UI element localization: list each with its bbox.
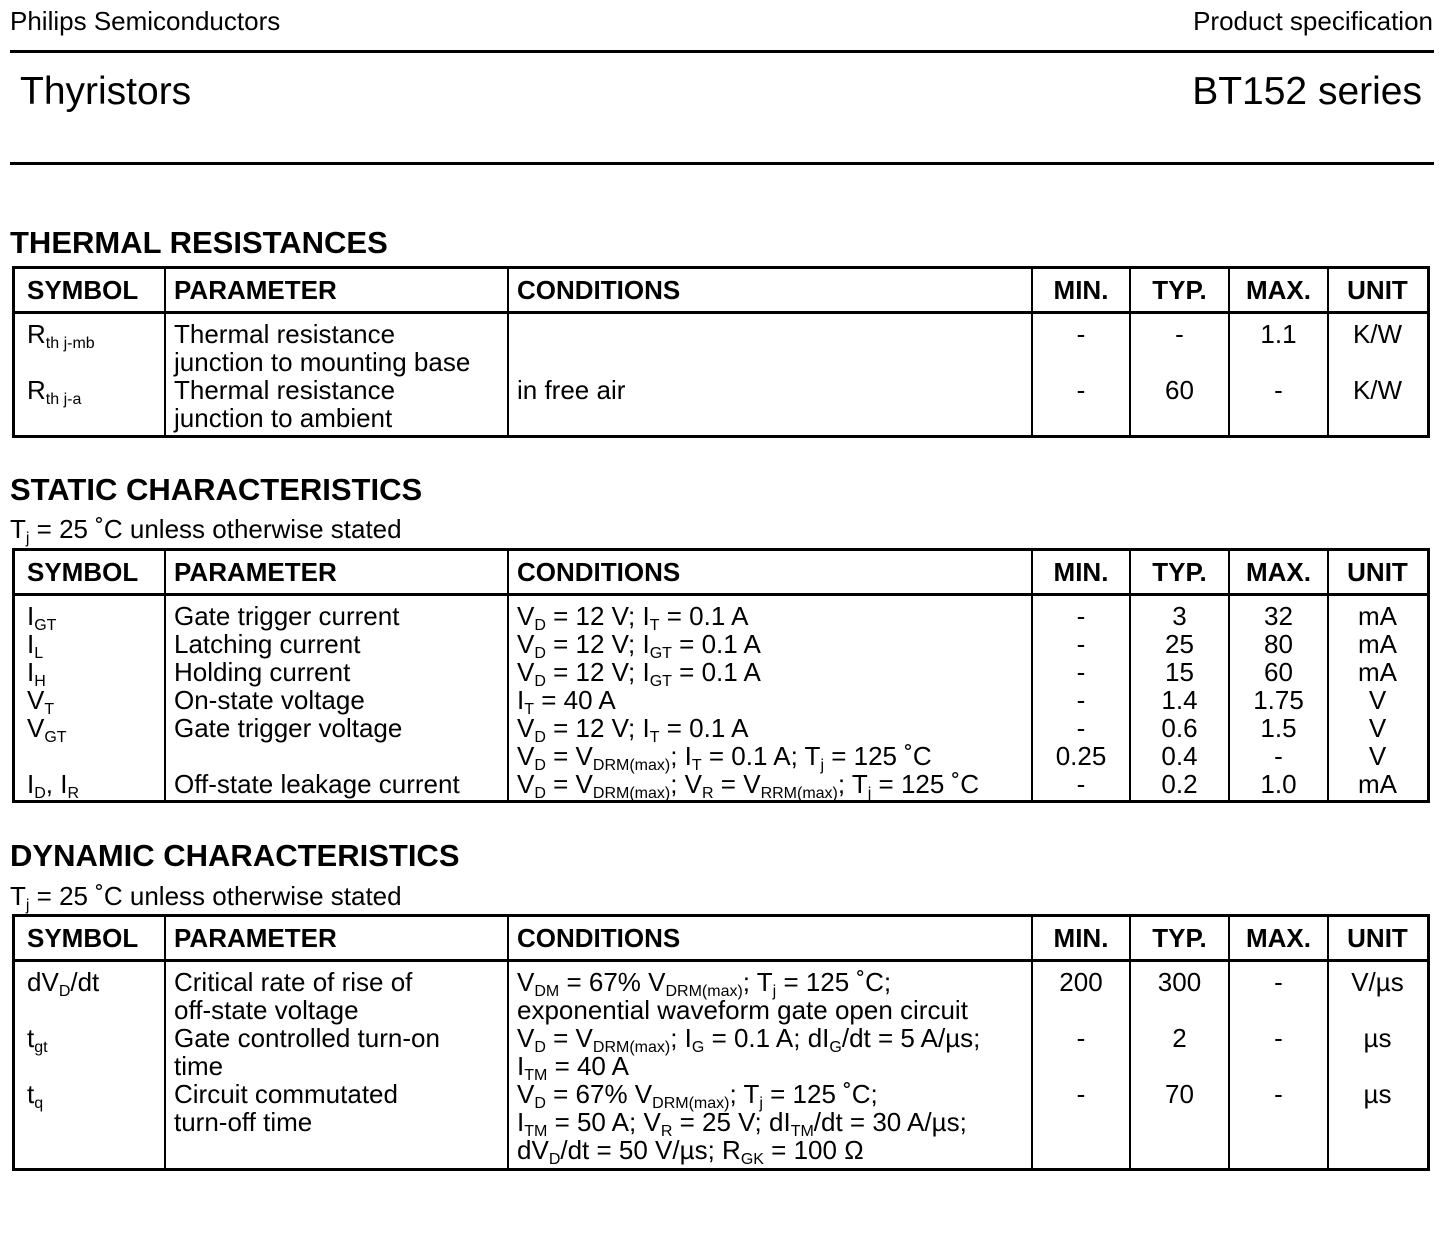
column-header-max: MAX. bbox=[1246, 275, 1311, 305]
parameter-cell: Thermal resistance bbox=[174, 319, 396, 349]
product-family-title: Thyristors bbox=[20, 70, 192, 113]
max-cell: 1.0 bbox=[1260, 769, 1297, 799]
parameter-cell: time bbox=[174, 1051, 224, 1081]
static-table bbox=[12, 548, 1430, 803]
unit-cell: V bbox=[1368, 685, 1387, 715]
column-header-typ: TYP. bbox=[1152, 923, 1207, 953]
column-header-max: MAX. bbox=[1246, 923, 1311, 953]
unit-cell: V bbox=[1368, 713, 1387, 743]
static-conditions-note: $T_j = 25$ ˚C unless otherwise stated bbox=[10, 514, 402, 547]
unit-cell: µs bbox=[1363, 1023, 1392, 1053]
thermal-table bbox=[12, 266, 1430, 438]
conditions-cell: $V_D = 12$ V; $I_T = 0.1$ A bbox=[517, 713, 749, 746]
column-header-parameter: PARAMETER bbox=[174, 275, 337, 305]
conditions-cell: $V_D = 12$ V; $I_{GT} = 0.1$ A bbox=[517, 657, 761, 690]
typ-cell: 15 bbox=[1165, 657, 1194, 687]
typ-cell: 0.6 bbox=[1161, 713, 1198, 743]
min-cell: - bbox=[1076, 657, 1086, 687]
parameter-cell: Gate trigger voltage bbox=[174, 713, 403, 743]
symbol-cell: $I_H$ bbox=[27, 657, 46, 690]
column-header-min: MIN. bbox=[1053, 557, 1109, 587]
min-cell: - bbox=[1076, 629, 1086, 659]
parameter-cell: off-state voltage bbox=[174, 995, 359, 1025]
min-cell: - bbox=[1076, 685, 1086, 715]
unit-cell: mA bbox=[1358, 601, 1397, 631]
parameter-cell: Gate trigger current bbox=[174, 601, 400, 631]
company-name: Philips Semiconductors bbox=[10, 6, 281, 36]
max-cell: - bbox=[1274, 967, 1283, 997]
parameter-cell: Holding current bbox=[174, 657, 351, 687]
static-section-title: STATIC CHARACTERISTICS bbox=[10, 472, 423, 507]
parameter-cell: Off-state leakage current bbox=[174, 769, 460, 799]
max-cell: 80 bbox=[1264, 629, 1293, 659]
max-cell: 1.1 bbox=[1260, 319, 1297, 349]
dynamic-conditions-note: $T_j = 25$ ˚C unless otherwise stated bbox=[10, 881, 402, 914]
parameter-cell: turn-off time bbox=[174, 1107, 313, 1137]
typ-cell: 0.2 bbox=[1161, 769, 1198, 799]
parameter-cell: Circuit commutated bbox=[174, 1079, 398, 1109]
conditions-cell: in free air bbox=[517, 375, 626, 405]
typ-cell: - bbox=[1175, 319, 1184, 349]
conditions-cell: $V_D = 12$ V; $I_T = 0.1$ A bbox=[517, 601, 749, 634]
column-header-conditions: CONDITIONS bbox=[517, 275, 681, 305]
symbol-cell: $t_{gt}$ bbox=[27, 1023, 48, 1056]
header-rule-top bbox=[10, 50, 1434, 53]
symbol-cell: $I_D$, $I_R$ bbox=[27, 769, 80, 802]
min-cell: - bbox=[1076, 713, 1086, 743]
column-header-parameter: PARAMETER bbox=[174, 557, 337, 587]
document-type: Product specification bbox=[1193, 6, 1433, 36]
min-cell: - bbox=[1076, 1079, 1086, 1109]
conditions-cell: $V_{DM} = 67\%$ $V_{DRM(max)}$; $T_j = 125$ ˚C; bbox=[517, 967, 892, 1000]
max-cell: - bbox=[1274, 1023, 1283, 1053]
conditions-cell: $I_{TM} = 40$ A bbox=[517, 1051, 630, 1084]
typ-cell: 70 bbox=[1165, 1079, 1194, 1109]
column-header-unit: UNIT bbox=[1347, 923, 1408, 953]
dynamic-table bbox=[12, 914, 1430, 1171]
column-header-parameter: PARAMETER bbox=[174, 923, 337, 953]
symbol-cell: $V_T$ bbox=[27, 685, 55, 718]
symbol-cell: $dV_D/dt$ bbox=[27, 967, 100, 1000]
min-cell: - bbox=[1076, 319, 1086, 349]
typ-cell: 300 bbox=[1157, 967, 1202, 997]
max-cell: 1.5 bbox=[1260, 713, 1297, 743]
symbol-cell: $I_{GT}$ bbox=[27, 601, 57, 634]
parameter-cell: junction to ambient bbox=[174, 403, 393, 433]
conditions-cell: $V_D = V_{DRM(max)}$; $V_R = V_{RRM(max)}$; $T_j = 125$ ˚C bbox=[517, 769, 979, 802]
parameter-cell: Critical rate of rise of bbox=[174, 967, 413, 997]
symbol-cell: $V_{GT}$ bbox=[27, 713, 67, 746]
column-header-conditions: CONDITIONS bbox=[517, 557, 681, 587]
conditions-cell: $V_D = 12$ V; $I_{GT} = 0.1$ A bbox=[517, 629, 761, 662]
min-cell: 200 bbox=[1059, 967, 1103, 997]
column-header-symbol: SYMBOL bbox=[27, 557, 139, 587]
conditions-cell: $dV_D/dt = 50$ V/µs; $R_{GK} = 100$ Ω bbox=[517, 1135, 864, 1168]
column-header-unit: UNIT bbox=[1347, 275, 1408, 305]
conditions-cell: $V_D = V_{DRM(max)}$; $I_T = 0.1$ A; $T_j = 125$ ˚C bbox=[517, 741, 932, 774]
parameter-cell: Latching current bbox=[174, 629, 361, 659]
conditions-cell: $I_{TM} = 50$ A; $V_R = 25$ V; $dI_{TM}/dt = 30$ A/µs; bbox=[517, 1107, 967, 1140]
conditions-cell: $V_D = 67\%$ $V_{DRM(max)}$; $T_j = 125$ ˚C; bbox=[517, 1079, 878, 1112]
parameter-cell: junction to mounting base bbox=[174, 347, 471, 377]
max-cell: 60 bbox=[1264, 657, 1293, 687]
product-series-title: BT152 series bbox=[1192, 70, 1422, 113]
conditions-cell: $I_T = 40$ A bbox=[517, 685, 616, 718]
unit-cell: mA bbox=[1358, 629, 1397, 659]
min-cell: - bbox=[1076, 601, 1086, 631]
column-header-unit: UNIT bbox=[1347, 557, 1408, 587]
column-header-symbol: SYMBOL bbox=[27, 275, 139, 305]
column-header-max: MAX. bbox=[1246, 557, 1311, 587]
typ-cell: 3 bbox=[1172, 601, 1187, 631]
symbol-cell: $t_q$ bbox=[27, 1079, 44, 1112]
dynamic-section-title: DYNAMIC CHARACTERISTICS bbox=[10, 838, 460, 873]
min-cell: - bbox=[1076, 1023, 1086, 1053]
column-header-min: MIN. bbox=[1053, 275, 1109, 305]
typ-cell: 0.4 bbox=[1161, 741, 1198, 771]
column-header-typ: TYP. bbox=[1152, 275, 1207, 305]
typ-cell: 25 bbox=[1165, 629, 1194, 659]
column-header-min: MIN. bbox=[1053, 923, 1109, 953]
unit-cell: mA bbox=[1358, 769, 1397, 799]
max-cell: 1.75 bbox=[1253, 685, 1304, 715]
thermal-section-title: THERMAL RESISTANCES bbox=[10, 225, 388, 260]
typ-cell: 2 bbox=[1172, 1023, 1187, 1053]
min-cell: 0.25 bbox=[1055, 741, 1107, 771]
unit-cell: µs bbox=[1363, 1079, 1392, 1109]
max-cell: - bbox=[1274, 1079, 1283, 1109]
parameter-cell: Thermal resistance bbox=[174, 375, 396, 405]
column-header-typ: TYP. bbox=[1152, 557, 1207, 587]
typ-cell: 1.4 bbox=[1161, 685, 1198, 715]
unit-cell: K/W bbox=[1352, 375, 1403, 405]
min-cell: - bbox=[1076, 375, 1086, 405]
max-cell: - bbox=[1274, 741, 1283, 771]
max-cell: 32 bbox=[1264, 601, 1293, 631]
min-cell: - bbox=[1076, 769, 1086, 799]
header-rule-bottom bbox=[10, 162, 1434, 165]
unit-cell: K/W bbox=[1352, 319, 1403, 349]
parameter-cell: Gate controlled turn-on bbox=[174, 1023, 440, 1053]
unit-cell: V/µs bbox=[1351, 967, 1404, 997]
conditions-cell: $V_D = V_{DRM(max)}$; $I_G = 0.1$ A; $dI_G/dt = 5$ A/µs; bbox=[517, 1023, 981, 1056]
symbol-cell: $R_{th j-mb}$ bbox=[27, 319, 95, 352]
symbol-cell: $R_{th j-a}$ bbox=[27, 375, 82, 408]
symbol-cell: $I_L$ bbox=[27, 629, 44, 662]
unit-cell: V bbox=[1368, 741, 1387, 771]
conditions-cell: exponential waveform gate open circuit bbox=[517, 995, 968, 1025]
column-header-symbol: SYMBOL bbox=[27, 923, 139, 953]
unit-cell: mA bbox=[1358, 657, 1397, 687]
max-cell: - bbox=[1274, 375, 1283, 405]
typ-cell: 60 bbox=[1165, 375, 1194, 405]
parameter-cell: On-state voltage bbox=[174, 685, 365, 715]
column-header-conditions: CONDITIONS bbox=[517, 923, 681, 953]
